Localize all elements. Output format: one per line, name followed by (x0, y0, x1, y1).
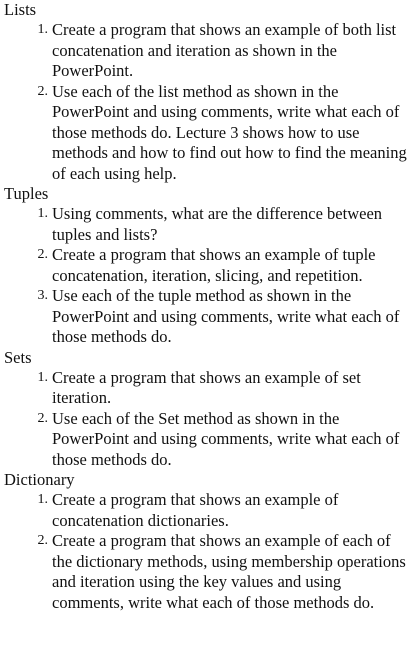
item-text: Create a program that shows an example of each of the dictionary methods, using membership operations and iteration using the key values and using comments, write what each of those methods do. (52, 531, 406, 612)
item-list (4, 20, 409, 184)
section-heading: Dictionary (4, 470, 75, 489)
item-number: 1. (37, 492, 48, 507)
item-number: 3. (37, 288, 48, 303)
item-list (4, 368, 409, 471)
section-heading: Sets (4, 347, 32, 367)
item-text: Create a program that shows an example of concatenation dictionaries. (52, 490, 339, 530)
section-lists (4, 0, 409, 184)
list-item (4, 204, 409, 245)
item-number: 2. (37, 83, 48, 99)
list-item (4, 531, 409, 613)
item-number: 2. (37, 533, 48, 548)
list-item (4, 409, 409, 471)
item-list (4, 490, 409, 613)
section-sets (4, 348, 409, 471)
item-text: Create a program that shows an example of tuple concatenation, iteration, slicing, and repetition. (52, 245, 376, 285)
item-text: Use each of the Set method as shown in the PowerPoint and using comments, write what each of those methods do. (52, 408, 400, 469)
item-number: 1. (37, 206, 48, 221)
item-text: Using comments, what are the difference between tuples and lists? (52, 204, 383, 244)
item-number: 1. (37, 369, 48, 385)
section-tuples (4, 184, 409, 348)
section-dictionary (4, 470, 409, 613)
item-text: Use each of the list method as shown in the PowerPoint and using comments, write what each of those methods do. Lecture 3 shows how to use methods and how to find out how to find the meaning of each using help. (52, 81, 407, 183)
item-number: 2. (37, 247, 48, 262)
list-item (4, 20, 409, 82)
item-list (4, 204, 409, 348)
item-text: Create a program that shows an example of both list concatenation and iteration as shown in the PowerPoint. (52, 20, 397, 80)
list-item (4, 245, 409, 286)
section-heading: Lists (4, 0, 37, 19)
list-item (4, 368, 409, 409)
item-text: Use each of the tuple method as shown in the PowerPoint and using comments, write what each of those methods do. (52, 286, 400, 346)
list-item (4, 82, 409, 185)
item-text: Create a program that shows an example of set iteration. (52, 367, 361, 407)
list-item (4, 286, 409, 348)
section-heading: Tuples (4, 184, 49, 203)
item-number: 1. (37, 22, 48, 37)
item-number: 2. (37, 410, 48, 426)
list-item (4, 490, 409, 531)
